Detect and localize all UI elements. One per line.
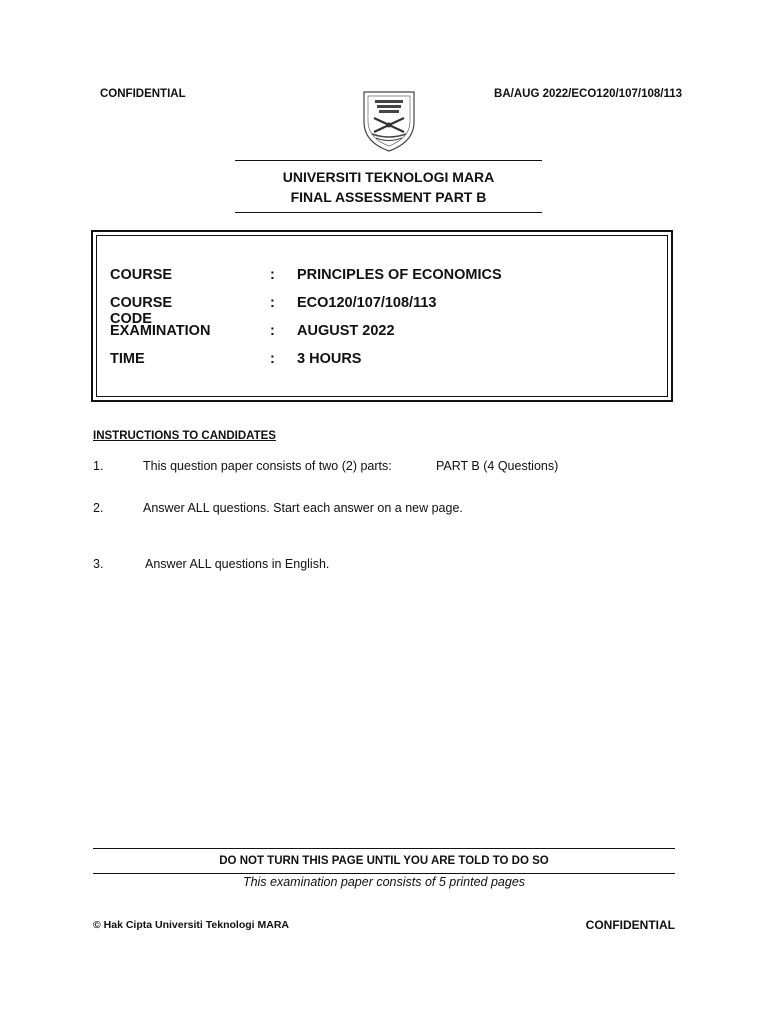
course-code-colon: : — [270, 295, 275, 311]
instruction-number: 2. — [93, 501, 104, 515]
instruction-number: 3. — [93, 557, 104, 571]
assessment-title: FINAL ASSESSMENT PART B — [290, 189, 487, 205]
title-bottom-rule — [235, 212, 542, 213]
course-code-label: COURSE CODE — [110, 295, 173, 327]
time-value: 3 HOURS — [297, 351, 362, 367]
university-name: UNIVERSITI TEKNOLOGI MARA — [282, 169, 495, 185]
instruction-number: 1. — [93, 459, 104, 473]
examination-colon: : — [270, 323, 275, 339]
footer-confidential: CONFIDENTIAL — [585, 918, 675, 932]
instruction-part-b: PART B (4 Questions) — [436, 459, 559, 473]
uitm-crest-icon — [358, 88, 420, 154]
notice-bottom-rule — [93, 873, 675, 874]
course-info-box — [91, 230, 673, 402]
copyright-text: © Hak Cipta Universiti Teknologi MARA — [93, 919, 289, 931]
instruction-text: Answer ALL questions. Start each answer on a new page. — [143, 501, 463, 515]
examination-label: EXAMINATION — [110, 323, 211, 339]
instructions-heading: INSTRUCTIONS TO CANDIDATES — [93, 430, 276, 442]
title-top-rule — [235, 160, 542, 161]
course-code-value: ECO120/107/108/113 — [297, 295, 437, 311]
printed-pages-note: This examination paper consists of 5 printed pages — [242, 875, 526, 889]
header-confidential: CONFIDENTIAL — [100, 88, 186, 100]
header-reference-code: BA/AUG 2022/ECO120/107/108/113 — [494, 88, 682, 100]
do-not-turn-warning: DO NOT TURN THIS PAGE UNTIL YOU ARE TOLD TO DO SO — [219, 855, 549, 867]
notice-top-rule — [93, 848, 675, 849]
course-value: PRINCIPLES OF ECONOMICS — [297, 267, 502, 283]
course-info-box-inner-border — [96, 235, 668, 397]
instruction-text: Answer ALL questions in English. — [145, 557, 330, 571]
time-colon: : — [270, 351, 275, 367]
time-label: TIME — [110, 351, 145, 367]
examination-value: AUGUST 2022 — [297, 323, 395, 339]
instruction-text: This question paper consists of two (2) parts: — [143, 459, 392, 473]
course-label: COURSE — [110, 267, 173, 283]
course-colon: : — [270, 267, 275, 283]
